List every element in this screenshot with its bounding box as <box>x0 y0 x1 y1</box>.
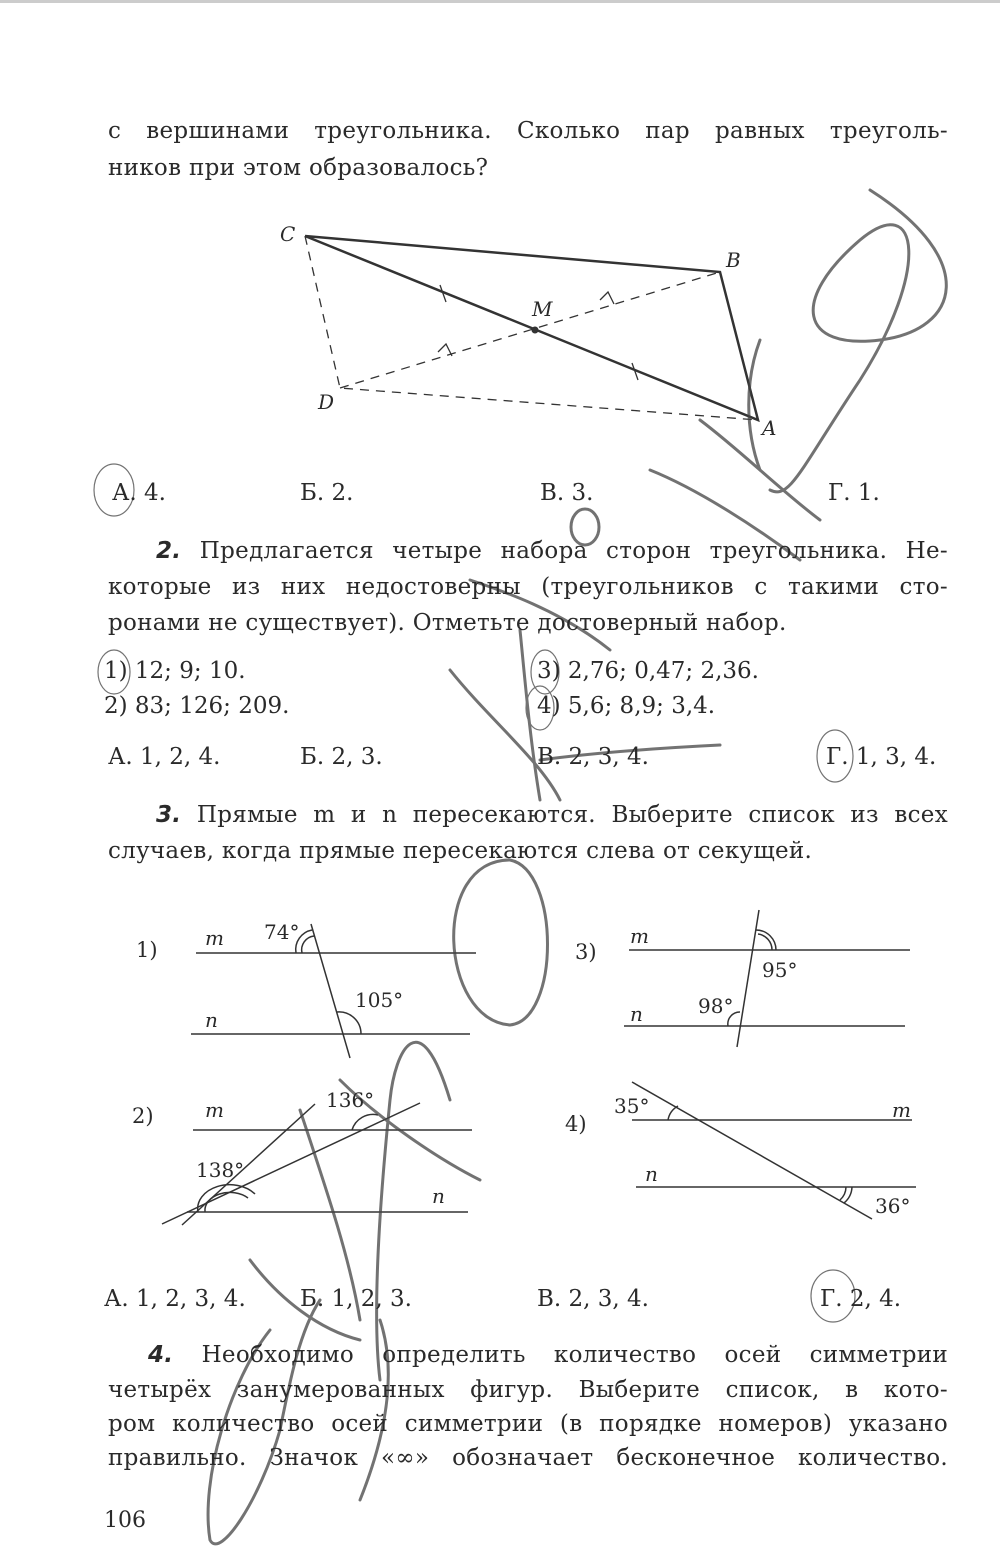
fig2-n: n <box>432 1184 445 1208</box>
fig4-angle-2: 36° <box>875 1194 911 1218</box>
page-number: 106 <box>104 1508 146 1533</box>
q2-set-4: 4) 5,6; 8,9; 3,4. <box>537 693 716 719</box>
fig2-m: m <box>205 1098 224 1122</box>
point-a-label: A <box>762 416 777 440</box>
fig1-angle-2: 105° <box>355 988 404 1012</box>
fig4-m: m <box>892 1098 911 1122</box>
fig3-angle-1: 95° <box>762 958 798 982</box>
point-b-label: B <box>726 248 741 272</box>
q4-line-2: четырёх занумерованных фигур. Выберите список, в кото- <box>108 1377 948 1403</box>
fig3-m: m <box>630 924 649 948</box>
q3-answer-b[interactable]: Б. 1, 2, 3. <box>300 1286 412 1312</box>
intro-line-1: с вершинами треугольника. Сколько пар равных треуголь- <box>108 118 948 144</box>
fig3-angle-2: 98° <box>698 994 734 1018</box>
fig1-m: m <box>205 926 224 950</box>
q2-line-3: ронами не существует). Отметьте достоверный набор. <box>108 610 787 636</box>
q2-set-1: 1) 12; 9; 10. <box>104 658 246 684</box>
fig2-label: 2) <box>132 1104 154 1128</box>
q1-answer-b[interactable]: Б. 2. <box>300 480 354 506</box>
intro-line-2: ников при этом образовалось? <box>108 155 489 181</box>
q2-line-1 <box>156 538 948 564</box>
point-m-label: M <box>532 297 553 321</box>
q4-number: 4. <box>148 1342 174 1368</box>
fig1-label: 1) <box>136 938 158 962</box>
q2-set-2: 2) 83; 126; 209. <box>104 693 290 719</box>
q3-answer-v[interactable]: В. 2, 3, 4. <box>537 1286 649 1312</box>
fig1-angle-1: 74° <box>264 920 300 944</box>
q2-set-3: 3) 2,76; 0,47; 2,36. <box>537 658 759 684</box>
q4-line-4: правильно. Значок «∞» обозначает бесконечное количество. <box>108 1445 948 1471</box>
q2-answer-a[interactable]: А. 1, 2, 4. <box>108 744 221 770</box>
fig4-label: 4) <box>565 1112 587 1136</box>
point-c-label: C <box>280 222 296 246</box>
q2-text-1: Предлагается четыре набора сторон треугольника. Не- <box>199 538 948 564</box>
figure-1-lines <box>191 924 476 1058</box>
triangle-figure <box>305 236 758 420</box>
q2-line-2: которые из них недостоверны (треугольников с такими сто- <box>108 574 948 600</box>
q2-answer-b[interactable]: Б. 2, 3. <box>300 744 383 770</box>
fig2-angle-1: 136° <box>326 1088 375 1112</box>
q3-answer-g[interactable]: Г. 2, 4. <box>820 1286 902 1312</box>
q1-answer-g[interactable]: Г. 1. <box>828 480 880 506</box>
point-d-label: D <box>318 390 335 414</box>
fig2-angle-2: 138° <box>196 1158 245 1182</box>
figure-4-lines <box>632 1082 916 1219</box>
q3-text-1: Прямые m и n пересекаются. Выберите список из всех <box>196 802 948 828</box>
q4-text-1: Необходимо определить количество осей симметрии <box>201 1342 948 1368</box>
q3-line-1 <box>156 802 948 828</box>
q2-number: 2. <box>156 538 182 564</box>
fig3-label: 3) <box>575 940 597 964</box>
pencil-scribbles <box>94 190 946 1544</box>
fig1-n: n <box>205 1008 218 1032</box>
q3-answer-a[interactable]: А. 1, 2, 3, 4. <box>104 1286 246 1312</box>
q2-answer-g[interactable]: Г. 1, 3, 4. <box>826 744 937 770</box>
q2-answer-v[interactable]: В. 2, 3, 4. <box>537 744 649 770</box>
q1-answer-v[interactable]: В. 3. <box>540 480 594 506</box>
fig4-angle-1: 35° <box>614 1094 650 1118</box>
q4-line-1 <box>148 1342 948 1368</box>
q1-answer-a[interactable]: А. 4. <box>112 480 166 506</box>
fig4-n: n <box>645 1162 658 1186</box>
fig3-n: n <box>630 1002 643 1026</box>
q3-line-2: случаев, когда прямые пересекаются слева от секущей. <box>108 838 813 864</box>
q3-number: 3. <box>156 802 182 828</box>
q4-line-3: ром количество осей симметрии (в порядке номеров) указано <box>108 1411 948 1437</box>
